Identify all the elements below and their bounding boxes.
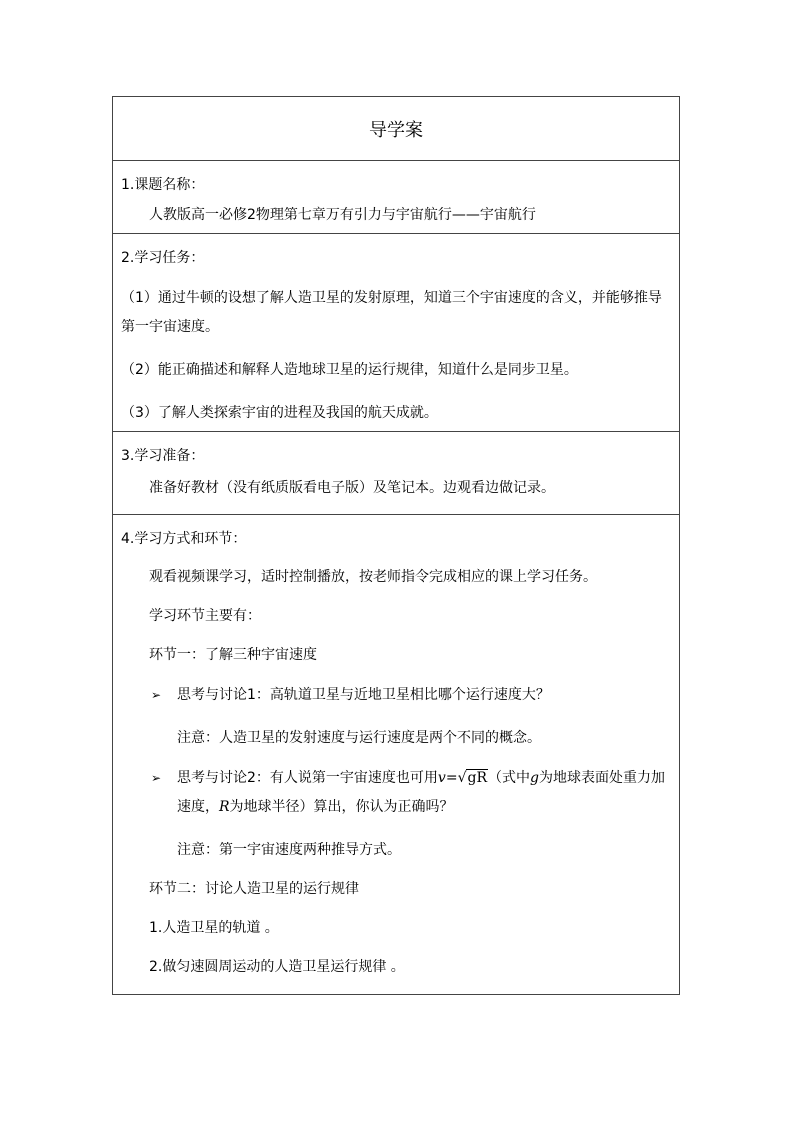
section-preparation [113, 432, 680, 515]
discussion-2-text-b: （式中 [488, 770, 530, 786]
methods-heading: 4.学习方式和环节： [121, 531, 247, 547]
formula-equals: = [445, 770, 458, 786]
methods-main: 学习环节主要有： [149, 608, 261, 624]
topic-heading: 1.课题名称： [121, 177, 205, 193]
rule-item-2: 2.做匀速圆周运动的人造卫星运行规律 。 [149, 959, 405, 975]
formula-radicand: gR [467, 770, 487, 786]
section-topic [113, 161, 680, 234]
topic-text: 人教版高一必修2物理第七章万有引力与宇宙航行——宇宙航行 [149, 207, 536, 223]
page-title: 导学案 [369, 119, 423, 141]
rule-item-1: 1.人造卫星的轨道 。 [149, 920, 279, 936]
symbol-g: g [530, 770, 539, 786]
guide-table [112, 96, 680, 995]
discussion-1-text: 思考与讨论1：高轨道卫星与近地卫星相比哪个运行速度大？ [177, 687, 550, 703]
section-tasks [113, 234, 680, 432]
arrow-bullet-icon: ➢ [151, 771, 162, 785]
task-item-1: （1）通过牛顿的设想了解人造卫星的发射原理，知道三个宇宙速度的含义，并能够推导第一宇宙速度。 [121, 290, 662, 335]
preparation-text: 准备好教材（没有纸质版看电子版）及笔记本。边观看边做记录。 [149, 480, 555, 496]
task-item-2: （2）能正确描述和解释人造地球卫星的运行规律，知道什么是同步卫星。 [121, 362, 578, 378]
sqrt-sign: √ [457, 770, 467, 786]
discussion-2-text-a: 思考与讨论2：有人说第一宇宙速度也可用 [177, 770, 438, 786]
discussion-1 [121, 681, 671, 710]
discussion-2 [121, 764, 671, 822]
section-methods [113, 515, 680, 995]
arrow-bullet-icon: ➢ [151, 688, 162, 702]
step-two: 环节二：讨论人造卫星的运行规律 [149, 881, 359, 897]
discussion-2-text-d: 为地球半径）算出，你认为正确吗？ [229, 799, 454, 815]
methods-intro: 观看视频课学习，适时控制播放，按老师指令完成相应的课上学习任务。 [149, 569, 597, 585]
note-1: 注意：人造卫星的发射速度与运行速度是两个不同的概念。 [177, 730, 541, 746]
task-item-3: （3）了解人类探索宇宙的进程及我国的航天成就。 [121, 405, 438, 421]
title-cell [113, 97, 680, 161]
step-one: 环节一：了解三种宇宙速度 [149, 647, 317, 663]
tasks-heading: 2.学习任务： [121, 250, 205, 266]
symbol-r: R [219, 799, 230, 815]
title-row [113, 97, 680, 161]
formula-v: v [437, 770, 446, 786]
note-2: 注意：第一宇宙速度两种推导方式。 [177, 842, 401, 858]
preparation-heading: 3.学习准备： [121, 448, 205, 464]
discussion-2-text-c: 为地球表面处重力加速度， [177, 770, 665, 815]
